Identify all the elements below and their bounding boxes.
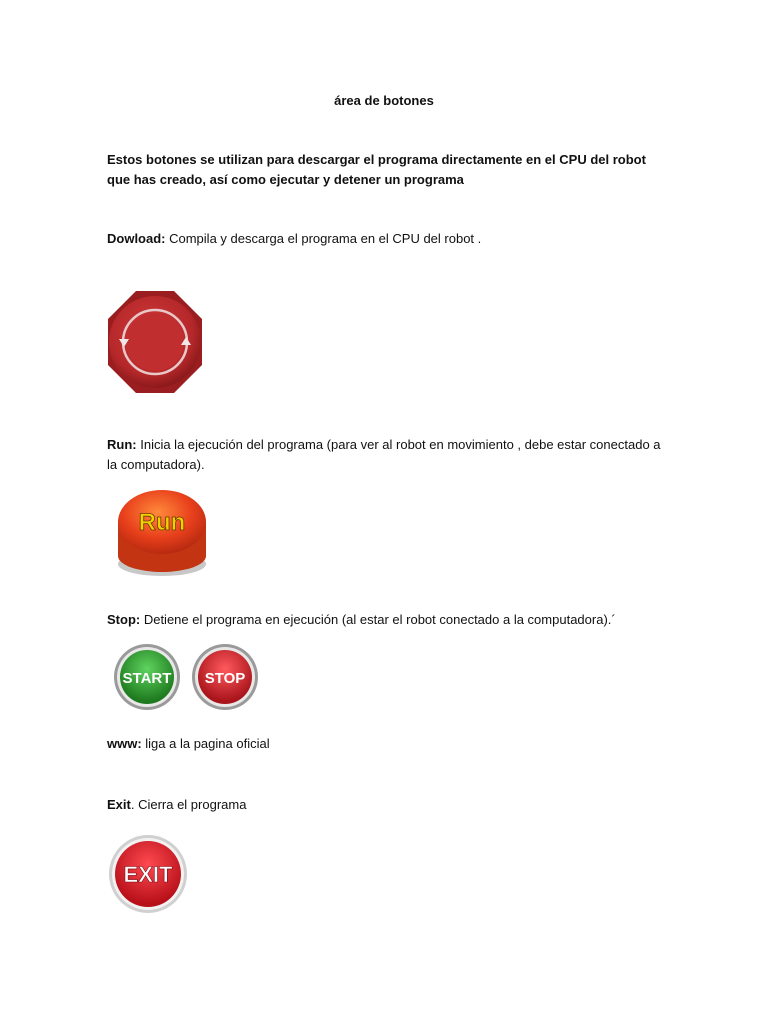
exit-description bbox=[107, 795, 667, 815]
run-description bbox=[107, 435, 667, 475]
exit-button-icon bbox=[108, 833, 190, 922]
stop-text: Detiene el programa en ejecución (al estar el robot conectado a la computadora).´ bbox=[140, 612, 616, 627]
download-description bbox=[107, 229, 667, 249]
start-button-icon bbox=[114, 644, 180, 710]
www-label: www: bbox=[107, 736, 142, 751]
www-description bbox=[107, 734, 667, 754]
run-button-text: Run bbox=[138, 509, 186, 536]
stop-label: Stop: bbox=[107, 612, 141, 627]
run-text: Inicia la ejecución del programa (para ver al robot en movimiento , debe estar conectado a la computadora). bbox=[107, 437, 661, 472]
run-label: Run: bbox=[107, 437, 137, 452]
exit-button-text: EXIT bbox=[123, 862, 173, 887]
exit-text: . Cierra el programa bbox=[130, 797, 247, 812]
download-label: Dowload: bbox=[107, 231, 166, 246]
start-stop-icons bbox=[112, 640, 262, 719]
intro-paragraph: Estos botones se utilizan para descargar el programa directamente en el CPU del robot que has creado, así como ejecutar y detener un programa bbox=[107, 152, 646, 187]
www-text: liga a la pagina oficial bbox=[141, 736, 270, 751]
stop-button-icon bbox=[192, 644, 258, 710]
stop-button-text: STOP bbox=[204, 670, 246, 687]
download-button-icon bbox=[106, 289, 204, 400]
download-text: Compila y descarga el programa en el CPU del robot . bbox=[165, 231, 482, 246]
exit-label: Exit bbox=[107, 797, 131, 812]
run-button-icon bbox=[114, 486, 210, 583]
start-button-text: START bbox=[122, 670, 172, 687]
stop-description bbox=[107, 610, 667, 630]
page-title: área de botones bbox=[334, 93, 434, 108]
